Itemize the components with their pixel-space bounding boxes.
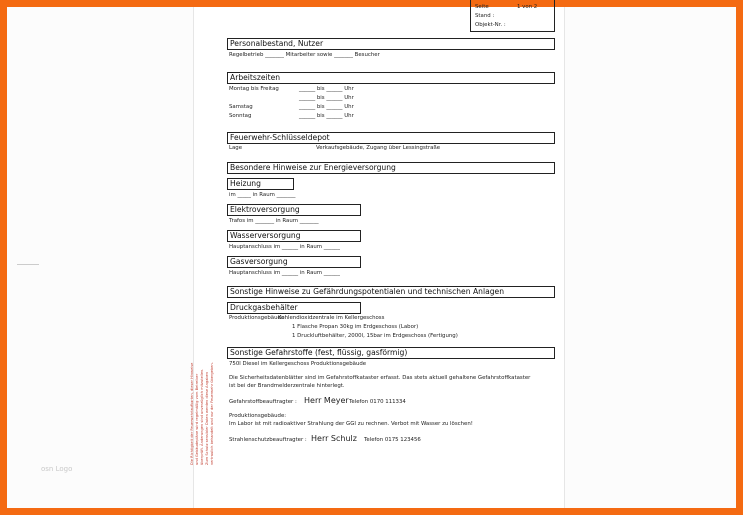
elektro-line: Trafos im _______ in Raum _______	[229, 218, 319, 224]
margin-note-line: und Gebäudepläne wird regelmäßig vom Betreiber	[195, 373, 199, 465]
druckgas-line: 1 Druckluftbehälter, 2000l, 15bar im Erdgeschoss (Fertigung)	[292, 333, 458, 339]
arbeitszeit-day: Sonntag	[229, 113, 252, 119]
druckgas-line: 1 Flasche Propan 30kg im Erdgeschoss (Labor)	[292, 324, 419, 330]
document-frame	[7, 4, 736, 508]
gas-heading: Gasversorgung	[227, 256, 361, 268]
seite-label: Seite	[475, 4, 489, 10]
document-page	[190, 4, 565, 508]
elektro-heading: Elektroversorgung	[227, 204, 361, 216]
arbeitszeit-time: ______ bis ______ Uhr	[299, 104, 354, 110]
watermark-text: osn Logo	[41, 465, 73, 473]
seite-value: 1 von 2	[517, 4, 538, 10]
druckgas-label: Produktionsgebäude:	[229, 315, 287, 321]
divider-line	[17, 264, 39, 265]
arbeitszeit-day: Samstag	[229, 104, 253, 110]
margin-note-line: Zum Schutz sensibler Daten werden diese Angaben	[205, 371, 209, 465]
gefahr-line: 750l Diesel im Kellergeschoss Produktionsgebäude	[229, 361, 367, 367]
druckgas-line: Kohlendioxidzentrale im Kellergeschoss	[278, 315, 385, 321]
gas-line: Hauptanschluss im ______ in Raum ______	[229, 270, 340, 276]
stand-label: Stand :	[475, 13, 495, 19]
heizung-heading: Heizung	[227, 178, 294, 190]
arbeitszeit-day: Montag bis Freitag	[229, 86, 279, 92]
section-arbeitszeiten-heading: Arbeitszeiten	[227, 72, 555, 84]
margin-note-line: vertraulich behandelt und nur der Feuerwehr übergeben.	[210, 362, 214, 465]
gefahrstoffbeauftragter-phone: Telefon 0170 111334	[349, 399, 406, 405]
margin-note-line: Die Richtigkeit der Feuerwehrlaufkarten, dieser Hinweise	[190, 362, 194, 465]
wasser-line: Hauptanschluss im ______ in Raum ______	[229, 244, 340, 250]
arbeitszeit-time: ______ bis ______ Uhr	[299, 113, 354, 119]
depot-value: Verkaufsgebäude, Zugang über Lessingstraße	[316, 145, 441, 151]
strahlenschutz-name: Herr Schulz	[311, 434, 357, 443]
section-sonstige-heading: Sonstige Hinweise zu Gefährdungspotentialen und technischen Anlagen	[227, 286, 555, 298]
depot-label: Lage	[229, 145, 243, 151]
objekt-label: Objekt-Nr. :	[475, 22, 506, 28]
wasser-heading: Wasserversorgung	[227, 230, 361, 242]
heizung-line: im _____ in Raum _______	[229, 192, 296, 198]
section-depot-heading: Feuerwehr-Schlüsseldepot	[227, 132, 555, 144]
personal-line: Regelbetrieb _______ Mitarbeiter sowie _______ Besucher	[229, 52, 380, 58]
margin-note	[188, 337, 218, 467]
section-gefahr-heading: Sonstige Gefahrstoffe (fest, flüssig, gasförmig)	[227, 347, 555, 359]
section-personal-heading: Personalbestand, Nutzer	[227, 38, 555, 50]
produktion-label: Produktionsgebäude:	[229, 413, 287, 419]
produktion-warning: Im Labor ist mit radioaktiver Strahlung der GGI zu rechnen. Verbot mit Wasser zu löschen!	[229, 421, 473, 427]
section-energie-heading: Besondere Hinweise zur Energieversorgung	[227, 162, 555, 174]
gefahrstoffbeauftragter-name: Herr Meyer	[304, 396, 349, 405]
gefahr-paragraph: Die Sicherheitsdatenblätter sind im Gefahrstoffkataster erfasst. Das stets aktuell gehaltene Gefahrstoffkataster	[229, 375, 531, 381]
gefahrstoffbeauftragter-label: Gefahrstoffbeauftragter :	[229, 399, 297, 405]
gefahr-paragraph: ist bei der Brandmelderzentrale hinterlegt.	[229, 383, 345, 389]
arbeitszeit-time: ______ bis ______ Uhr	[299, 86, 354, 92]
margin-note-line: überprüft. Änderungen sind unverzüglich mitzuteilen.	[200, 368, 204, 465]
druckgas-heading: Druckgasbehälter	[227, 302, 361, 314]
header-meta-box	[470, 0, 555, 32]
strahlenschutz-phone: Telefon 0175 123456	[364, 437, 421, 443]
strahlenschutz-label: Strahlenschutzbeauftragter :	[229, 437, 307, 443]
arbeitszeit-time: ______ bis ______ Uhr	[299, 95, 354, 101]
